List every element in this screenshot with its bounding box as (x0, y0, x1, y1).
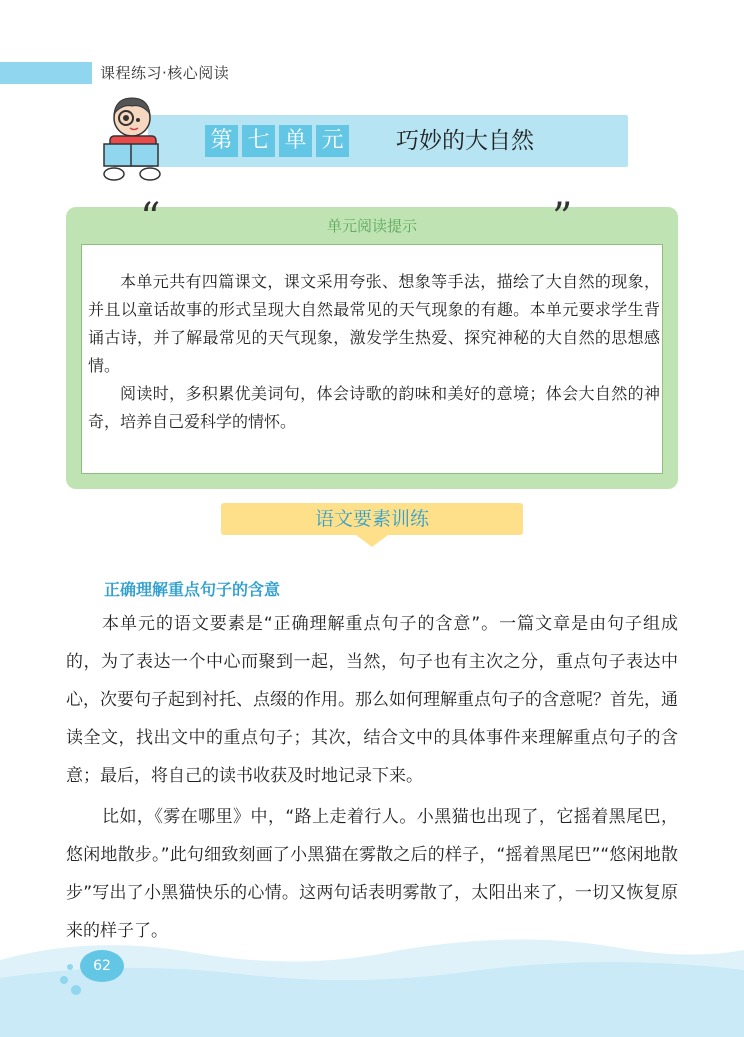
reading-tip-text (88, 268, 660, 436)
section-banner-label: 语文要素训练 (314, 508, 429, 530)
unit-number-label (205, 125, 349, 157)
lesson-paragraph: 本单元的语文要素是“正确理解重点句子的含意”。一篇文章是由句子组成的，为了表达一个中心而聚到一起，当然，句子也有主次之分，重点句子表达中心，次要句子起到衬托、点缀的作用。那么如何理解重点句子的含意呢？首先，通读全文，找出文中的重点句子；其次，结合文中的具体事件来理解重点句子的含意；最后，将自己的读书收获及时地记录下来。 (66, 614, 678, 786)
footer-wave-decoration (0, 930, 744, 1037)
header-color-bar (0, 62, 92, 84)
reading-boy-illustration (96, 92, 172, 184)
lesson-body (66, 605, 678, 953)
lesson-subtitle: 正确理解重点句子的含意 (104, 580, 281, 599)
lesson-paragraph: 比如，《雾在哪里》中，“路上走着行人。小黑猫也出现了，它摇着黑尾巴，悠闲地散步。”此句细致刻画了小黑猫在雾散之后的样子，“摇着黑尾巴”“悠闲地散步”写出了小黑猫快乐的心情。这两句话表明雾散了，太阳出来了，一切又恢复原来的样子了。 (66, 807, 678, 941)
reading-tip-title: 单元阅读提示 (326, 217, 417, 235)
unit-char: 七 (242, 125, 275, 157)
tip-paragraph: 本单元共有四篇课文，课文采用夸张、想象等手法，描绘了大自然的现象，并且以童话故事的形式呈现大自然最常见的天气现象的有趣。本单元要求学生背诵古诗，并了解最常见的天气现象，激发学生热爱、探究神秘的大自然的思想感情。 (88, 272, 660, 375)
open-quote-mark: “ (140, 195, 161, 241)
tip-paragraph: 阅读时，多积累优美词句，体会诗歌的韵味和美好的意境；体会大自然的神奇，培养自己爱科学的情怀。 (88, 384, 660, 431)
close-quote-mark: ” (552, 195, 573, 241)
unit-char: 第 (205, 125, 238, 157)
section-banner-pointer (356, 535, 388, 547)
unit-char: 单 (279, 125, 312, 157)
unit-theme-title: 巧妙的大自然 (396, 128, 534, 154)
page-number: 62 (93, 958, 111, 974)
series-title: 课程练习·核心阅读 (100, 64, 230, 82)
unit-char: 元 (316, 125, 349, 157)
